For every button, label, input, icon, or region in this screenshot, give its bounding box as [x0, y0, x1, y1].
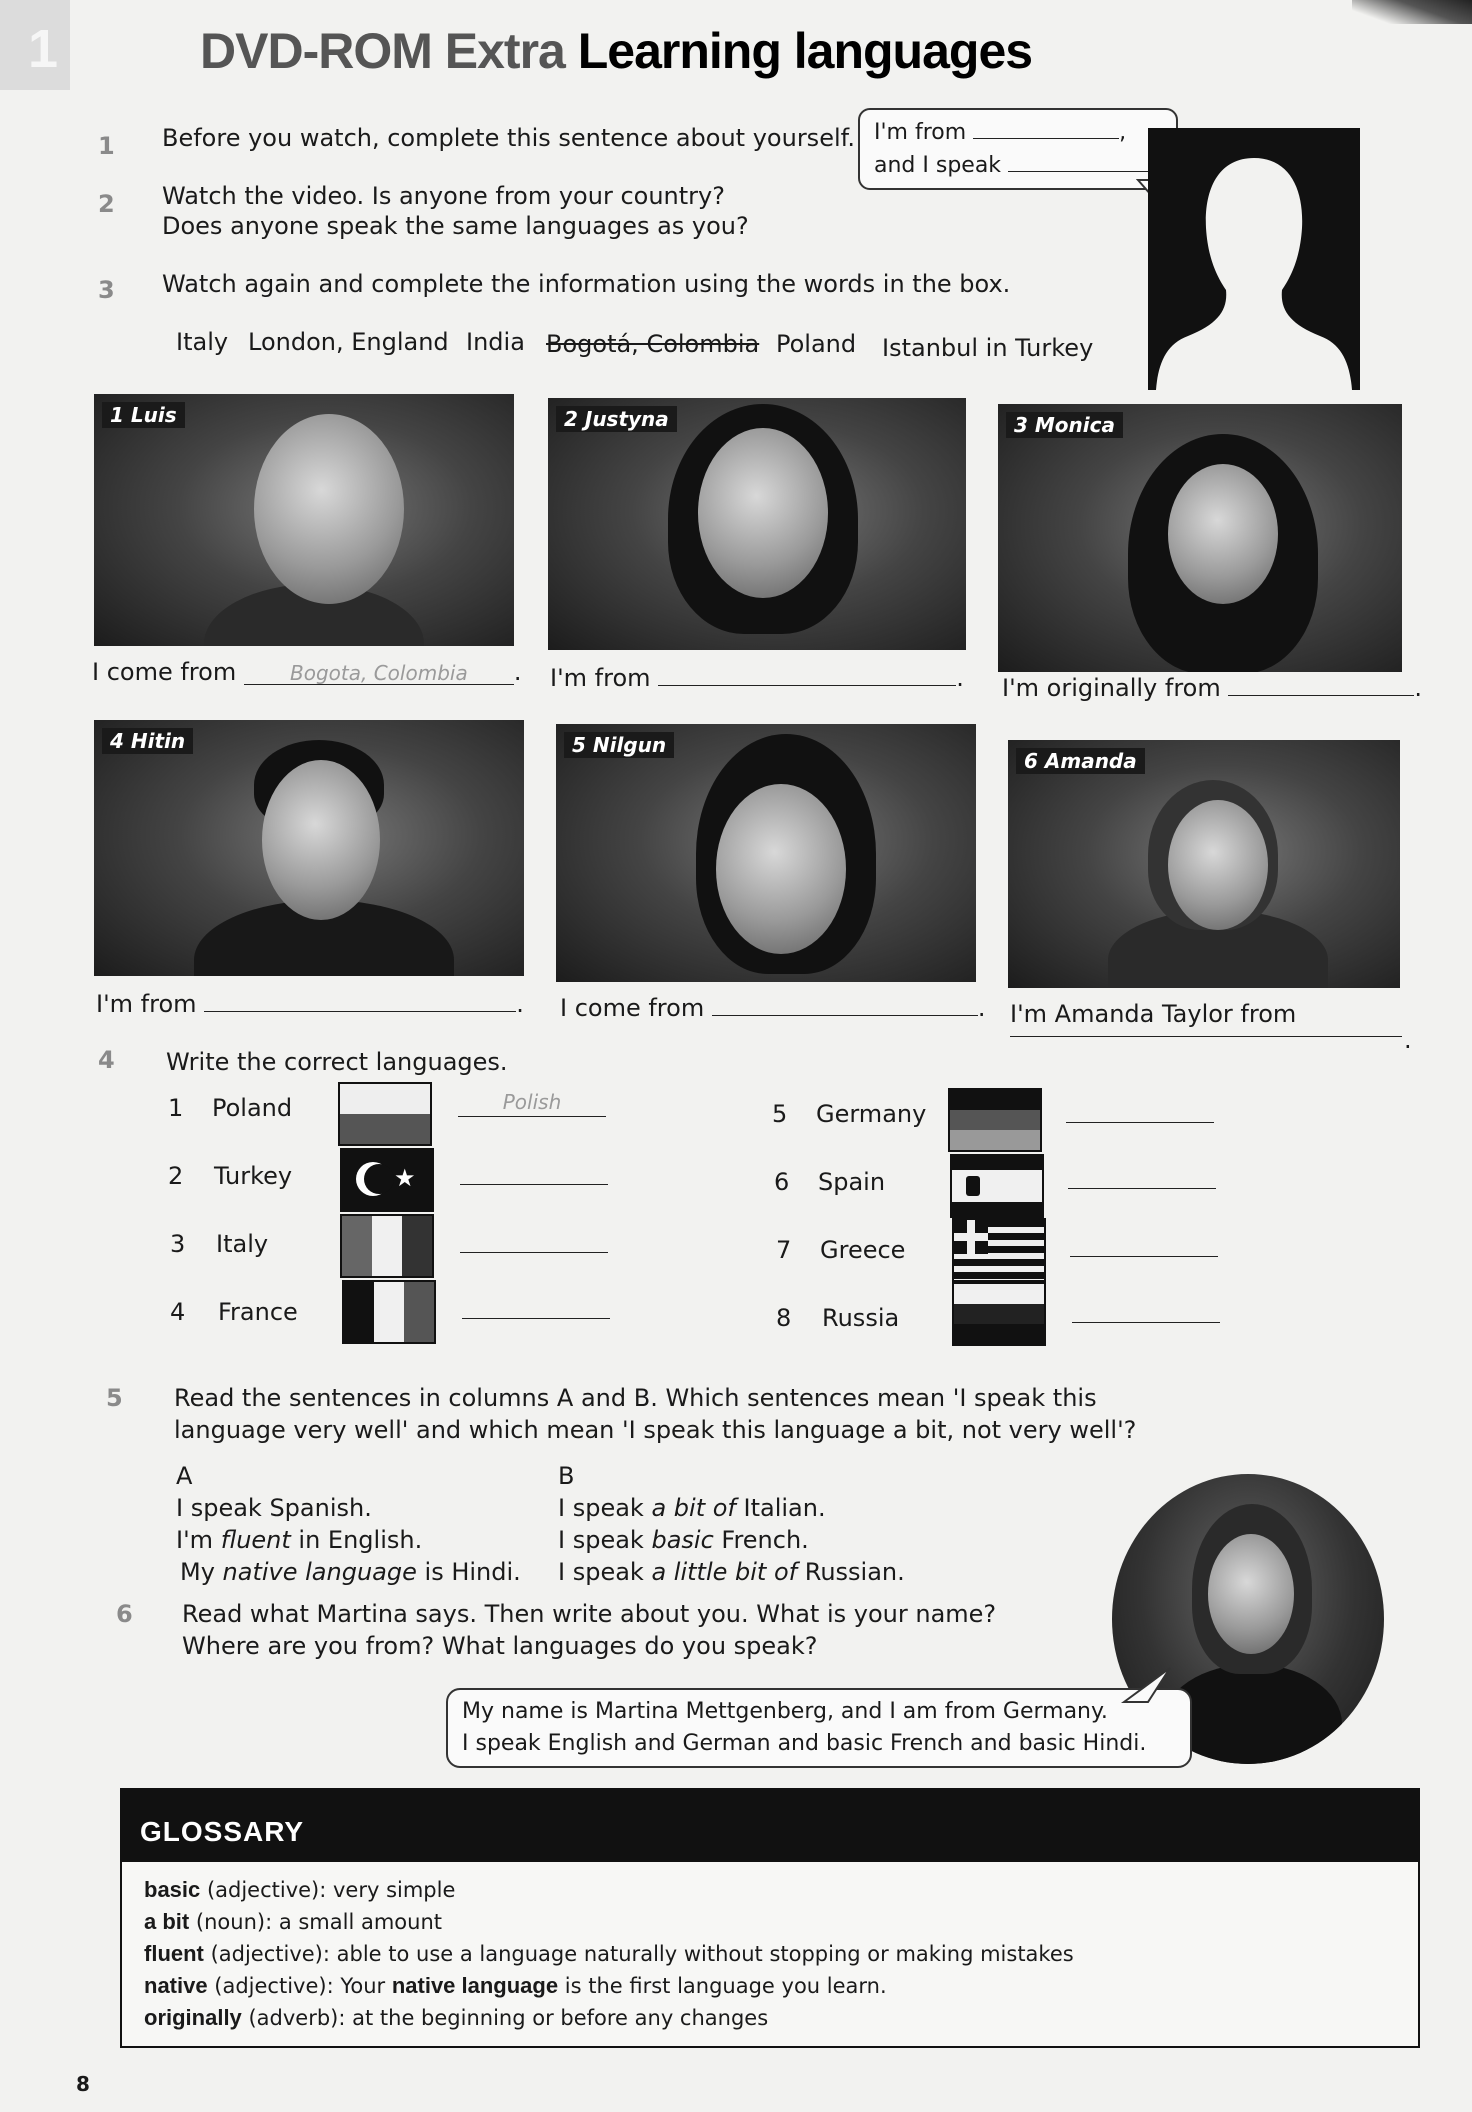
- speech-bubble-martina: [446, 1688, 1192, 1768]
- country-name-germany: Germany: [816, 1100, 927, 1128]
- photo-label: 4 Hitin: [102, 728, 193, 754]
- glossary-entry: basic (adjective): very simple: [144, 1877, 456, 1902]
- glossary-entry: originally (adverb): at the beginning or before any changes: [144, 2005, 769, 2030]
- photo-label: 2 Justyna: [556, 406, 677, 432]
- country-name-russia: Russia: [822, 1304, 900, 1332]
- word-poland: Poland: [776, 330, 857, 358]
- bubble-line1-label: I'm from: [874, 120, 967, 145]
- glossary-entries: [144, 1874, 1074, 2034]
- martina-bubble-tail: [1120, 1664, 1180, 1704]
- glossary-entry: fluent (adjective): able to use a language naturally without stopping or making mistakes: [144, 1941, 1074, 1966]
- word-istanbul: Istanbul in Turkey: [882, 334, 1094, 362]
- country-number: 5: [772, 1100, 788, 1128]
- word-italy: Italy: [176, 328, 229, 356]
- column-a-line: I speak Spanish.: [176, 1494, 372, 1522]
- sentence-end: .: [513, 658, 522, 686]
- bubble-blank-from[interactable]: [973, 116, 1119, 139]
- country-name-france: France: [218, 1298, 298, 1326]
- country-number: 6: [774, 1168, 790, 1196]
- unit-number: 1: [28, 19, 59, 79]
- country-name-italy: Italy: [216, 1230, 269, 1258]
- exercise-2-number: 2: [98, 190, 115, 218]
- column-b-line: I speak basic French.: [558, 1526, 809, 1554]
- sentence-end: .: [1414, 674, 1423, 702]
- exercise-5-number: 5: [106, 1384, 123, 1412]
- glossary-entry: native (adjective): Your native language is the first language you learn.: [144, 1973, 887, 1998]
- word-london: London, England: [248, 328, 449, 356]
- country-number: 1: [168, 1094, 184, 1122]
- flag-italy: [340, 1214, 434, 1278]
- flag-turkey: ★: [340, 1148, 434, 1212]
- flag-russia: [952, 1282, 1046, 1346]
- photo-amanda: [1008, 740, 1400, 988]
- language-answer-turkey[interactable]: [460, 1158, 608, 1185]
- photo-luis: [94, 394, 514, 646]
- answer-blank-amanda[interactable]: [1010, 1036, 1402, 1037]
- column-a-line: My native language is Hindi.: [180, 1558, 521, 1586]
- sentence-text: I come from: [560, 994, 705, 1022]
- sentence-text: I'm originally from: [1002, 674, 1221, 702]
- glossary-title: GLOSSARY: [140, 1816, 305, 1847]
- sentence-hitin: [96, 988, 524, 1020]
- bubble-blank-speak[interactable]: [1008, 149, 1154, 172]
- exercise-1-text: Before you watch, complete this sentence about yourself.: [162, 124, 855, 152]
- country-name-poland: Poland: [212, 1094, 293, 1122]
- sentence-end: .: [956, 664, 964, 692]
- language-answer-poland[interactable]: [458, 1090, 606, 1117]
- photo-label: 6 Amanda: [1016, 748, 1145, 774]
- exercise-4-text: Write the correct languages.: [166, 1048, 508, 1076]
- exercise-5-line2: language very well' and which mean 'I speak this language a bit, not very well'?: [174, 1416, 1137, 1444]
- silhouette-image: [1148, 128, 1360, 390]
- sentence-text: I'm Amanda Taylor from: [1010, 1000, 1297, 1028]
- bubble-comma: ,: [1119, 120, 1127, 145]
- column-b-line: I speak a bit of Italian.: [558, 1494, 826, 1522]
- country-number: 7: [776, 1236, 792, 1264]
- column-b-header: B: [558, 1462, 575, 1490]
- sentence-luis: [92, 656, 522, 688]
- country-number: 3: [170, 1230, 186, 1258]
- exercise-3-text: Watch again and complete the information using the words in the box.: [162, 270, 1011, 298]
- country-number: 4: [170, 1298, 186, 1326]
- example-answer: Polish: [502, 1090, 562, 1114]
- language-answer-france[interactable]: [462, 1292, 610, 1319]
- sentence-end: .: [977, 994, 986, 1022]
- country-name-turkey: Turkey: [214, 1162, 293, 1190]
- glossary-header: [122, 1790, 1418, 1862]
- martina-line2: I speak English and German and basic French and basic Hindi.: [462, 1731, 1147, 1756]
- exercise-6-line2: Where are you from? What languages do you speak?: [182, 1632, 818, 1660]
- answer-blank[interactable]: [244, 656, 514, 685]
- exercise-6-number: 6: [116, 1600, 133, 1628]
- exercise-1-number: 1: [98, 132, 115, 160]
- sentence-end-amanda: .: [1404, 1026, 1412, 1054]
- flag-france: [342, 1280, 436, 1344]
- language-answer-russia[interactable]: [1072, 1296, 1220, 1323]
- word-india: India: [466, 328, 525, 356]
- speech-bubble-template: [858, 108, 1178, 190]
- title-prefix: DVD-ROM Extra: [200, 23, 565, 79]
- exercise-2-line1: Watch the video. Is anyone from your country?: [162, 182, 725, 210]
- photo-nilgun: [556, 724, 976, 982]
- sentence-justyna: [550, 662, 964, 694]
- title-main: Learning languages: [577, 23, 1033, 79]
- exercise-2-line2: Does anyone speak the same languages as you?: [162, 212, 749, 240]
- page-corner-shadow: [1352, 0, 1472, 24]
- answer-blank[interactable]: [204, 989, 516, 1012]
- column-b-line: I speak a little bit of Russian.: [558, 1558, 905, 1586]
- exercise-4-number: 4: [98, 1046, 115, 1074]
- photo-justyna: [548, 398, 966, 650]
- language-answer-germany[interactable]: [1066, 1096, 1214, 1123]
- language-answer-spain[interactable]: [1068, 1162, 1216, 1189]
- sentence-text: I'm from: [96, 990, 197, 1018]
- country-number: 2: [168, 1162, 184, 1190]
- flag-poland: [338, 1082, 432, 1146]
- flag-germany: [948, 1088, 1042, 1152]
- column-a-header: A: [176, 1462, 193, 1490]
- photo-monica: [998, 404, 1402, 672]
- sentence-nilgun: [560, 992, 986, 1024]
- language-answer-greece[interactable]: [1070, 1230, 1218, 1257]
- column-a-line: I'm fluent in English.: [176, 1526, 423, 1554]
- country-name-spain: Spain: [818, 1168, 886, 1196]
- example-answer: Bogota, Colombia: [290, 661, 468, 685]
- martina-line1: My name is Martina Mettgenberg, and I am from Germany.: [462, 1699, 1108, 1724]
- flag-greece: [952, 1218, 1046, 1282]
- glossary-box: [120, 1788, 1420, 2048]
- answer-blank[interactable]: [1228, 673, 1414, 696]
- country-name-greece: Greece: [820, 1236, 906, 1264]
- photo-label: 1 Luis: [102, 402, 185, 428]
- photo-label: 5 Nilgun: [564, 732, 674, 758]
- sentence-amanda: [1010, 998, 1296, 1030]
- country-number: 8: [776, 1304, 792, 1332]
- photo-label: 3 Monica: [1006, 412, 1123, 438]
- photo-hitin: [94, 720, 524, 976]
- exercise-5-line1: Read the sentences in columns A and B. Which sentences mean 'I speak this: [174, 1384, 1097, 1412]
- language-answer-italy[interactable]: [460, 1226, 608, 1253]
- answer-blank[interactable]: [658, 663, 956, 686]
- exercise-6-line1: Read what Martina says. Then write about you. What is your name?: [182, 1600, 997, 1628]
- exercise-3-number: 3: [98, 276, 115, 304]
- page-title: [200, 22, 1032, 80]
- answer-blank[interactable]: [712, 993, 978, 1016]
- sentence-text: I'm from: [550, 664, 651, 692]
- flag-spain: [950, 1154, 1044, 1218]
- sentence-text: I come from: [92, 658, 237, 686]
- page-number: 8: [76, 2072, 90, 2096]
- sentence-monica: [1002, 672, 1422, 704]
- glossary-entry: a bit (noun): a small amount: [144, 1909, 443, 1934]
- word-bogota-crossed: Bogotá, Colombia: [546, 330, 760, 358]
- bubble-line2-label: and I speak: [874, 153, 1002, 178]
- sentence-end: .: [516, 990, 524, 1018]
